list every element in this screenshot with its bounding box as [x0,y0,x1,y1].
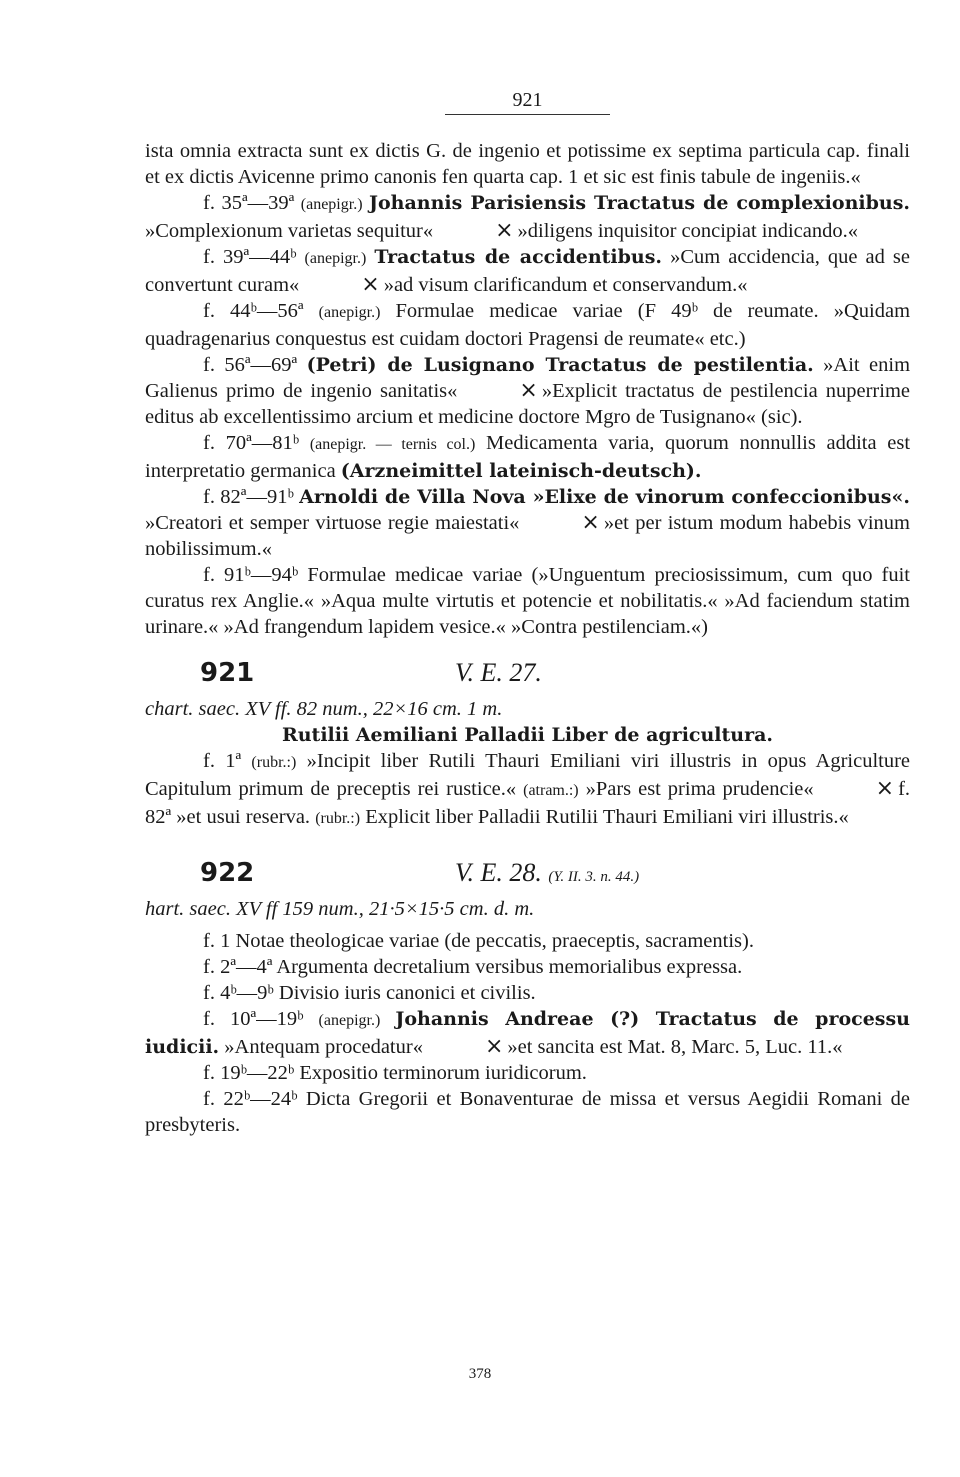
paragraph-text: ista omnia extracta sunt ex dictis G. de ingenio et potissime ex septima particula cap. finali et ex dictis Avicenne primo canonis fen quarta cap. 1 et sic est finis tabule de ingeniis.« [145,140,910,188]
explicit: »et sancita est Mat. 8, Marc. 5, Luc. 11.« [507,1036,843,1058]
incipit: »Incipit liber Rutili Thauri Emiliani viri illustris in opus Agriculture Capitulum primum de preceptis rei rustice.« [145,750,911,800]
note: (rubr.:) [315,810,361,827]
paragraph-text: Medicamenta varia, quorum nonnullis addita est interpretatio germanica [145,432,911,482]
note: (anepigr.) [300,196,363,213]
shelf-mark [455,860,639,890]
physical-description: chart. saec. XV ff. 82 num., 22×16 cm. 1 m. [145,698,503,720]
paragraph [145,562,910,640]
work-title: Johannis Parisiensis Tractatus de complexionibus. [369,192,911,214]
paragraph [145,138,910,190]
folio-ref: f. 10ª—19ᵇ [203,1008,304,1030]
paragraph [145,352,910,430]
note: (atram.:) [523,782,579,799]
note: (rubr.:) [251,754,297,771]
note: (anepigr.) [318,304,381,321]
page-number-header: 921 [512,89,543,111]
paragraph [145,298,910,352]
shelf-mark: V. E. 27. [455,658,542,687]
explicit: »diligens inquisitor concipiat indicando.« [517,220,859,242]
work-title: Arnoldi de Villa Nova »Elixe de vinorum confeccionibus«. [299,486,910,508]
explicit: »Explicit tractatus de pestilencia nuperrime editus ab excellentissimo arcium et medicine doctore Mgro de Tusignano« (sic). [145,380,910,428]
folio-ref: f. 56ª—69ª [203,354,298,376]
work-title: Tractatus de accidentibus. [374,246,663,268]
paragraph: f. 22ᵇ—24ᵇ Dicta Gregorii et Bonaventurae de missa et versus Aegidii Romani de presbyteris. [145,1088,910,1136]
work-title: Johannis Andreae (?) Tractatus de processu iudicii. [145,1008,910,1058]
header-rule [445,114,610,115]
incipit: »Antequam procedatur« [224,1036,423,1058]
work-title: Rutilii Aemiliani Palladii Liber de agricultura. [281,724,774,746]
paragraph: f. 2ª—4ª Argumenta decretalium versibus memorialibus expressa. [203,956,743,978]
paragraph [145,748,910,832]
paragraph [145,244,910,298]
incipit: »Creatori et semper virtuose regie maiestati« [145,512,520,534]
entry-header [145,658,910,694]
incipit: »Pars est prima prudencie« [585,778,814,800]
paragraph: f. 1 Notae theologicae variae (de peccatis, praeceptis, sacramentis). [203,930,754,952]
note: (anepigr. — ternis col.) [309,436,476,453]
entry-number: 922 [200,858,255,888]
explicit: f. 82ª »et usui reserva. [145,778,911,828]
paragraph-text: Formulae medicae variae (»Unguentum preciosissimum, cum quo fuit curatus rex Anglie.« »Aqua multe virtutis et potencie et nobilitatis.« »Ad faciendum statim urinare.« »Ad frangendum lapidem vesice.« »Contra pestilenciam.«) [145,564,911,638]
paragraph: f. 4ᵇ—9ᵇ Divisio iuris canonici et civilis. [203,982,536,1004]
folio-ref: f. 91ᵇ—94ᵇ [203,564,299,586]
note: (anepigr.) [318,1012,381,1029]
shelf-mark-text: V. E. 28. [455,858,542,887]
cross-icon: × [495,218,514,243]
work-title: (Petri) de Lusignano Tractatus de pestilentia. [306,354,814,376]
catalog-body [145,138,910,1138]
folio-ref: f. 35ª—39ª [203,192,295,214]
folio-ref: f. 39ª—44ᵇ [203,246,297,268]
paragraph-text: Formulae medicae variae (F 49ᵇ de reumate. »Quidam quadragenarius conquestus est cuidam doctori Pragensi de reumate« etc.) [145,300,911,350]
cross-icon: × [519,378,538,403]
paragraph [145,430,910,484]
explicit: Explicit liber Palladii Rutilii Thauri Emiliani viri illustris.« [365,806,849,828]
physical-description: hart. saec. XV ff 159 num., 21·5×15·5 cm. d. m. [145,898,535,920]
folio-ref: f. 82ª—91ᵇ [203,486,294,508]
old-shelf-mark: (Y. II. 3. n. 44.) [548,869,640,885]
entry-header [145,858,910,894]
note: (anepigr.) [304,250,367,267]
incipit: »Ait enim Galienus primo de ingenio sanitatis« [145,354,911,402]
incipit: »Cum accidencia, que ad se convertunt curam« [145,246,911,296]
folio-ref: f. 44ᵇ—56ª [203,300,304,322]
explicit: »ad visum clarificandum et conservandum.« [383,274,748,296]
entry-number: 921 [200,658,255,688]
paragraph: f. 19ᵇ—22ᵇ Expositio terminorum iuridicorum. [203,1062,587,1084]
paragraph [145,190,910,244]
cross-icon: × [875,776,895,801]
page-number-footer: 378 [468,1366,492,1382]
incipit: »Complexionum varietas sequitur« [145,220,434,242]
cross-icon: × [484,1034,504,1059]
work-title: (Arzneimittel lateinisch-deutsch). [340,460,702,482]
explicit: »et per istum modum habebis vinum nobilissimum.« [145,512,910,560]
cross-icon: × [361,272,380,297]
cross-icon: × [581,510,600,535]
folio-ref: f. 1ª [203,750,242,772]
paragraph [145,1006,910,1060]
folio-ref: f. 70ª—81ᵇ [203,432,300,454]
paragraph [145,484,910,562]
